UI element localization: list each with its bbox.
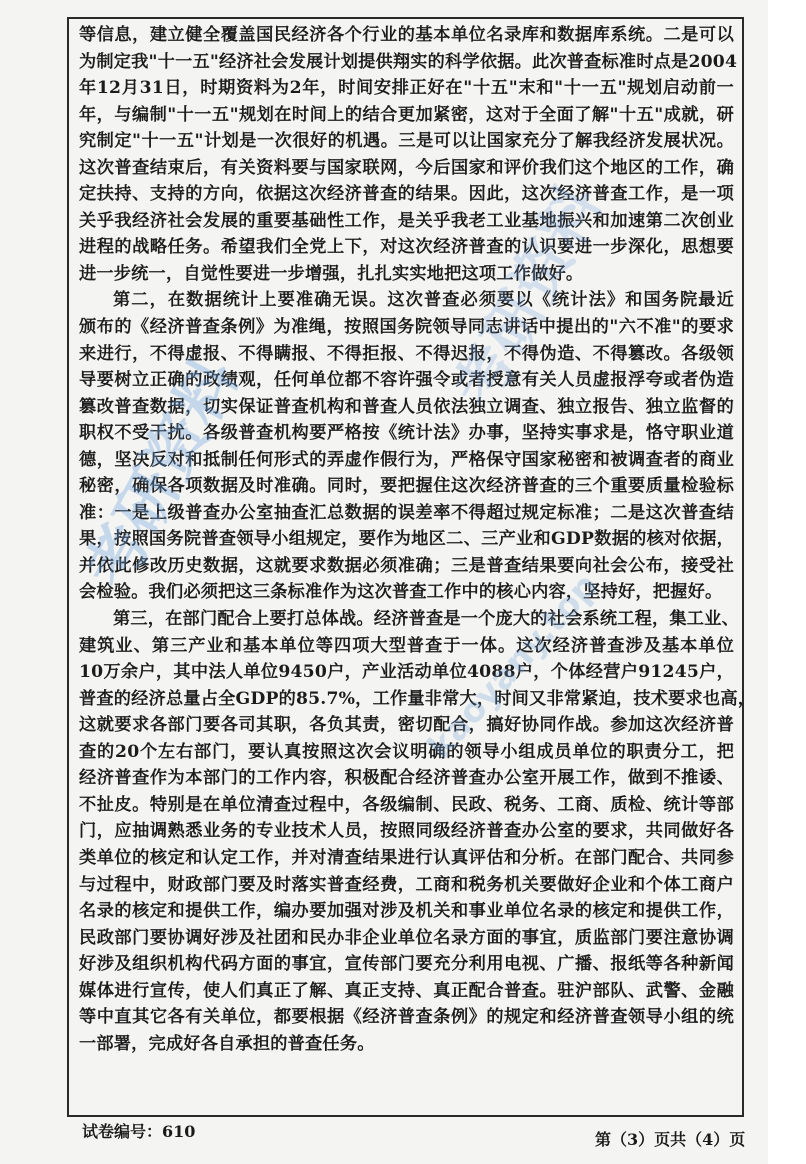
paragraph-line: 经济普查作为本部门的工作内容，积极配合经济普查办公室开展工作，做到不推诿、 [79,768,734,789]
paragraph-line: 年，与编制"十一五"规划在时间上的结合更加紧密，这对于全面了解"十五"成就，研 [79,104,734,125]
paragraph-line: 这次普查结束后，有关资料要与国家联网，今后国家和评价我们这个地区的工作，确 [79,157,734,178]
paragraph-line: 等信息，建立健全覆盖国民经济各个行业的基本单位名录库和数据库系统。二是可以 [79,25,734,45]
paragraph-line: 颁布的《经济普查条例》为准绳，按照国务院领导同志讲话中提出的"六不准"的要求 [79,317,734,338]
watermark-text: 考研资料 [441,174,616,419]
paragraph-line: 媒体进行宣传，使人们真正了解、真正支持、真正配合普查。驻沪部队、武警、金融 [79,980,734,1001]
paragraph-line: 查的20个左右部门，要认真按照这次会议明确的领导小组成员单位的职责分工，把 [79,741,734,762]
paragraph-line: 与过程中，财政部门要及时落实普查经费，工商和税务机关要做好企业和个体工商户 [79,874,734,895]
paragraph-line: 第二，在数据统计上要准确无误。这次普查必须要以《统计法》和国务院最近 [113,290,734,311]
paragraph-line: 第三，在部门配合上要打总体战。经济普查是一个庞大的社会系统工程，集工业、 [113,609,739,630]
page-number: 第（3）页共（4）页 [595,1130,746,1149]
paragraph-line: 果，按照国务院普查领导小组规定，要作为地区二、三产业和GDP数据的核对依据， [79,529,734,550]
watermark-url: kaoyany.top [420,565,607,767]
paragraph-line: 进一步统一，自觉性要进一步增强，扎扎实实地把这项工作做好。 [79,263,584,284]
paragraph-line: 导要树立正确的政绩观，任何单位都不容许强令或者授意有关人员虚报浮夸或者伪造 [79,370,734,391]
paragraph-line: 类单位的核定和认定工作，并对清查结果进行认真评估和分析。在部门配合、共同参 [79,847,734,868]
paragraph-line: 篡改普查数据，切实保证普查机构和普查人员依法独立调查、独立报告、独立监督的 [79,396,734,417]
paragraph-line: 10万余户，其中法人单位9450户，产业活动单位4088户，个体经营户91245户， [79,662,734,683]
paragraph-line: 等中直其它各有关单位，都要根据《经济普查条例》的规定和经济普查领导小组的统 [79,1007,734,1028]
paragraph-line: 准：一是上级普查办公室抽查汇总数据的误差率不得超过规定标准；二是这次普查结 [79,502,734,523]
paragraph-line: 好涉及组织机构代码方面的事宜，宣传部门要充分利用电视、广播、报纸等各种新闻 [79,954,734,975]
document-body [79,22,756,1057]
paragraph-line: 关乎我经济社会发展的重要基础性工作，是关乎我老工业基地振兴和加速第二次创业 [79,210,734,231]
watermark-text: 考研资料 [71,347,253,601]
paragraph-line: 并依此修改历史数据，这就要求数据必须准确；三是普查结果要向社会公布，接受社 [79,555,734,576]
exam-number: 试卷编号：610 [82,1122,196,1141]
paragraph-line: 定扶持、支持的方向，依据这次经济普查的结果。因此，这次经济普查工作，是一项 [79,184,734,205]
paragraph-line: 职权不受干扰。各级普查机构要严格按《统计法》办事，坚持实事求是，恪守职业道 [79,423,734,444]
paragraph-line: 德，坚决反对和抵制任何形式的弄虚作假行为，严格保守国家秘密和被调查者的商业 [79,449,734,470]
answer-frame [67,17,756,1117]
paragraph-line: 为制定我"十一五"经济社会发展计划提供翔实的科学依据。此次普查标准时点是2004 [79,51,738,72]
paragraph-line: 门，应抽调熟悉业务的专业技术人员，按照同级经济普查办公室的要求，共同做好各 [79,821,734,842]
paragraph-line: 来进行，不得虚报、不得瞒报、不得拒报、不得迟报，不得伪造、不得篡改。各级领 [79,343,734,364]
paragraph-line: 一部署，完成好各自承担的普查任务。 [79,1033,375,1054]
paragraph-line: 名录的核定和提供工作，编办要加强对涉及机关和事业单位名录的核定和提供工作， [79,901,734,922]
scan-margin [768,0,806,1164]
paragraph-line: 秘密，确保各项数据及时准确。同时，要把握住这次经济普查的三个重要质量检验标 [79,476,734,497]
paragraph-line: 民政部门要协调好涉及社团和民办非企业单位名录方面的事宜，质监部门要注意协调 [79,927,734,948]
paragraph-line: 年12月31日，时期资料为2年，时间安排正好在"十五"末和"十一五"规划启动前一 [79,78,734,99]
paragraph-line: 进程的战略任务。希望我们全党上下，对这次经济普查的认识要进一步深化，思想要 [79,237,734,258]
paragraph-line: 这就要求各部门要各司其职，各负其责，密切配合，搞好协同作战。参加这次经济普 [79,715,734,736]
paragraph-line: 究制定"十一五"计划是一次很好的机遇。三是可以让国家充分了解我经济发展状况。 [79,131,734,152]
paragraph-line: 不扯皮。特别是在单位清查过程中，各级编制、民政、税务、工商、质检、统计等部 [79,794,734,815]
paragraph-line: 建筑业、第三产业和基本单位等四项大型普查于一体。这次经济普查涉及基本单位 [79,635,734,656]
paragraph-line: 普查的经济总量占全GDP的85.7%，工作量非常大，时间又非常紧迫，技术要求也高， [79,688,756,709]
paragraph-line: 会检验。我们必须把这三条标准作为这次普查工作中的核心内容，坚持好，把握好。 [79,582,723,603]
